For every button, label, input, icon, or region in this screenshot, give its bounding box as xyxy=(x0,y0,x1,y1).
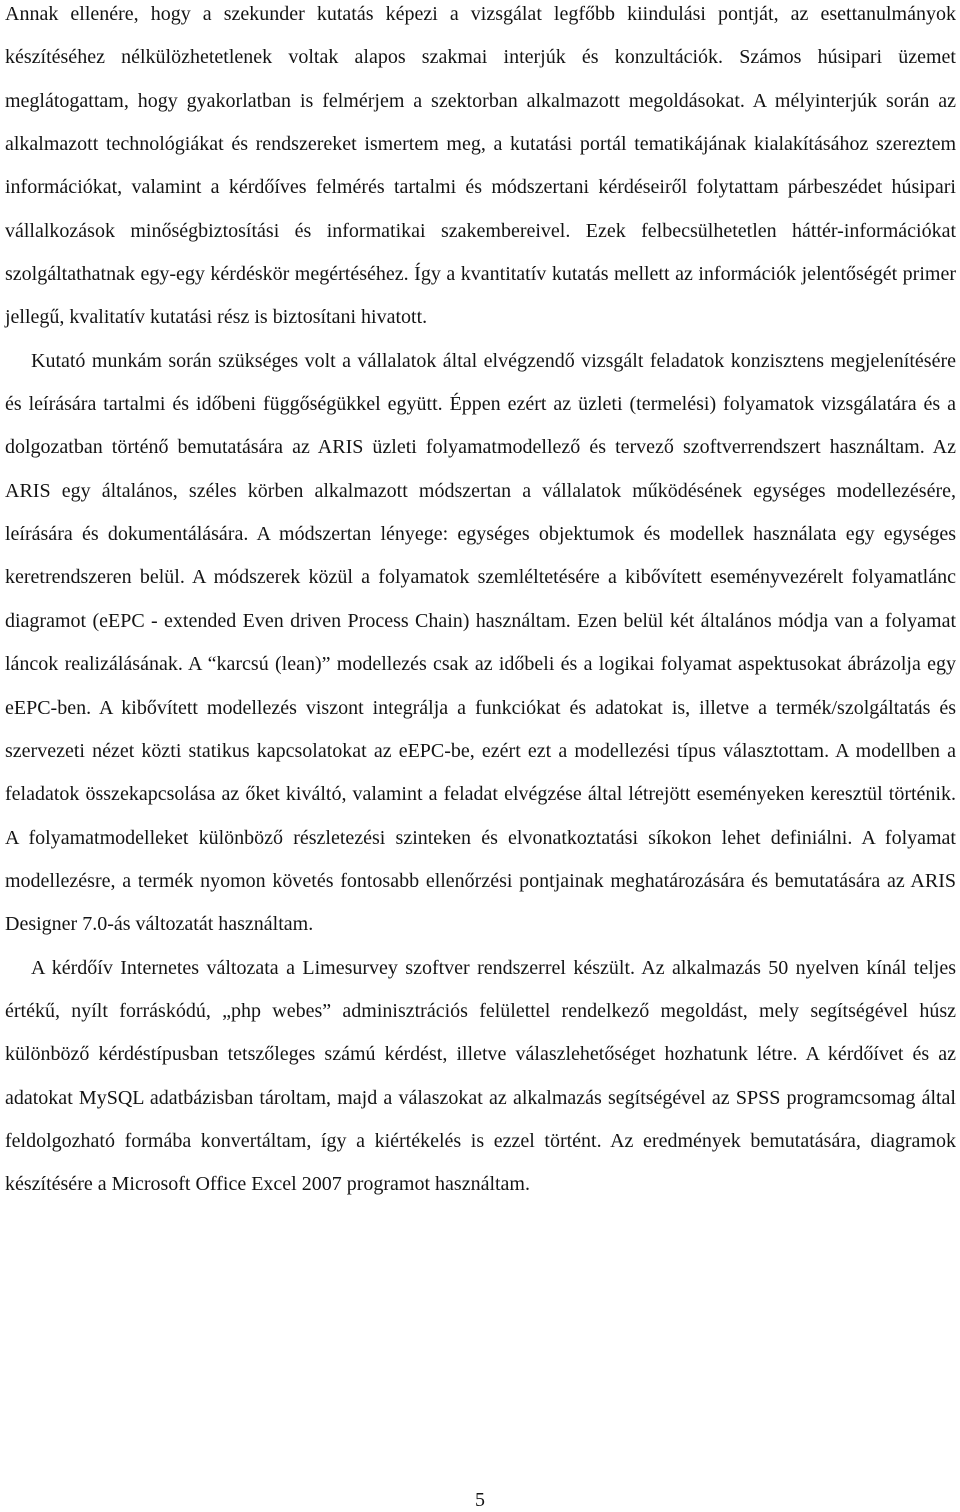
paragraph-aris-modeling: Kutató munkám során szükséges volt a vállalatok által elvégzendő vizsgált feladatok konzisztens megjelenítésére és leírására tartalmi és időbeni függőségükkel együtt. Éppen ezért az üzleti (termelési) folyamatok vizsgálatára és a dolgozatban történő bemutatására az ARIS üzleti folyamatmodellező és tervező szoftverrendszert használtam. Az ARIS egy általános, széles körben alkalmazott módszertan a vállalatok működésének egységes modellezésére, leírására és dokumentálására. A módszertan lényege: egységes objektumok és modellek használata egy egységes keretrendszeren belül. A módszerek közül a folyamatok szemléltetésére a kibővített eseményvezérelt folyamatlánc diagramot (eEPC - extended Even driven Process Chain) használtam. Ezen belül két általános módja van a folyamat láncok realizálásának. A “karcsú (lean)” modellezés csak az időbeli és a logikai folyamat aspektusokat ábrázolja egy eEPC-ben. A kibővített modellezés viszont integrálja a funkciókat és adatokat is, illetve a termék/szolgáltatás és szervezeti nézet közti statikus kapcsolatokat az eEPC-be, ezért ezt a modellezési típus választottam. A modellben a feladatok összekapcsolása az őket kiváltó, valamint a feladat elvégzése által létrejött eseményeken keresztül történik. A folyamatmodelleket különböző részletezési szinteken és elvonatkoztatási síkokon lehet definiálni. A folyamat modellezésre, a termék nyomon követés fontosabb ellenőrzési pontjainak meghatározására és bemutatására az ARIS Designer 7.0-ás változatát használtam. xyxy=(5,349,956,936)
paragraph-interviews: Annak ellenére, hogy a szekunder kutatás képezi a vizsgálat legfőbb kiindulási pontját, az esettanulmányok készítéséhez nélkülözhetetlenek voltak alapos szakmai interjúk és konzultációk. Számos húsipari üzemet meglátogattam, hogy gyakorlatban is felmérjem a szektorban alkalmazott megoldásokat. A mélyinterjúk során az alkalmazott technológiákat és rendszereket ismertem meg, a kutatási portál tematikájának kialakításához szereztem információkat, valamint a kérdőíves felmérés tartalmi és módszertani kérdéseiről folytattam párbeszédet húsipari vállalkozások minőségbiztosítási és informatikai szakembereivel. Ezek felbecsülhetetlen háttér-információkat szolgáltathatnak egy-egy kérdéskör megértéséhez. Így a kvantitatív kutatás mellett az információk jelentőségét primer jellegű, kvalitatív kutatási rész is biztosítani hivatott. xyxy=(5,3,956,329)
page-number: 5 xyxy=(475,1489,485,1511)
paragraph-limesurvey: A kérdőív Internetes változata a Limesurvey szoftver rendszerrel készült. Az alkalmazás 50 nyelven kínál teljes értékű, nyílt forráskódú, „php webes” adminisztrációs felülettel rendelkező megoldást, mely segítségével húsz különböző kérdéstípusban tetszőleges számú kérdést, illetve válaszlehetőséget hozhatunk létre. A kérdőívet és az adatokat MySQL adatbázisban tároltam, majd a válaszokat az alkalmazás segítségével az SPSS programcsomag által feldolgozható formába konvertáltam, így a kiértékelés is ezzel történt. Az eredmények bemutatására, diagramok készítésére a Microsoft Office Excel 2007 programot használtam. xyxy=(5,956,956,1196)
